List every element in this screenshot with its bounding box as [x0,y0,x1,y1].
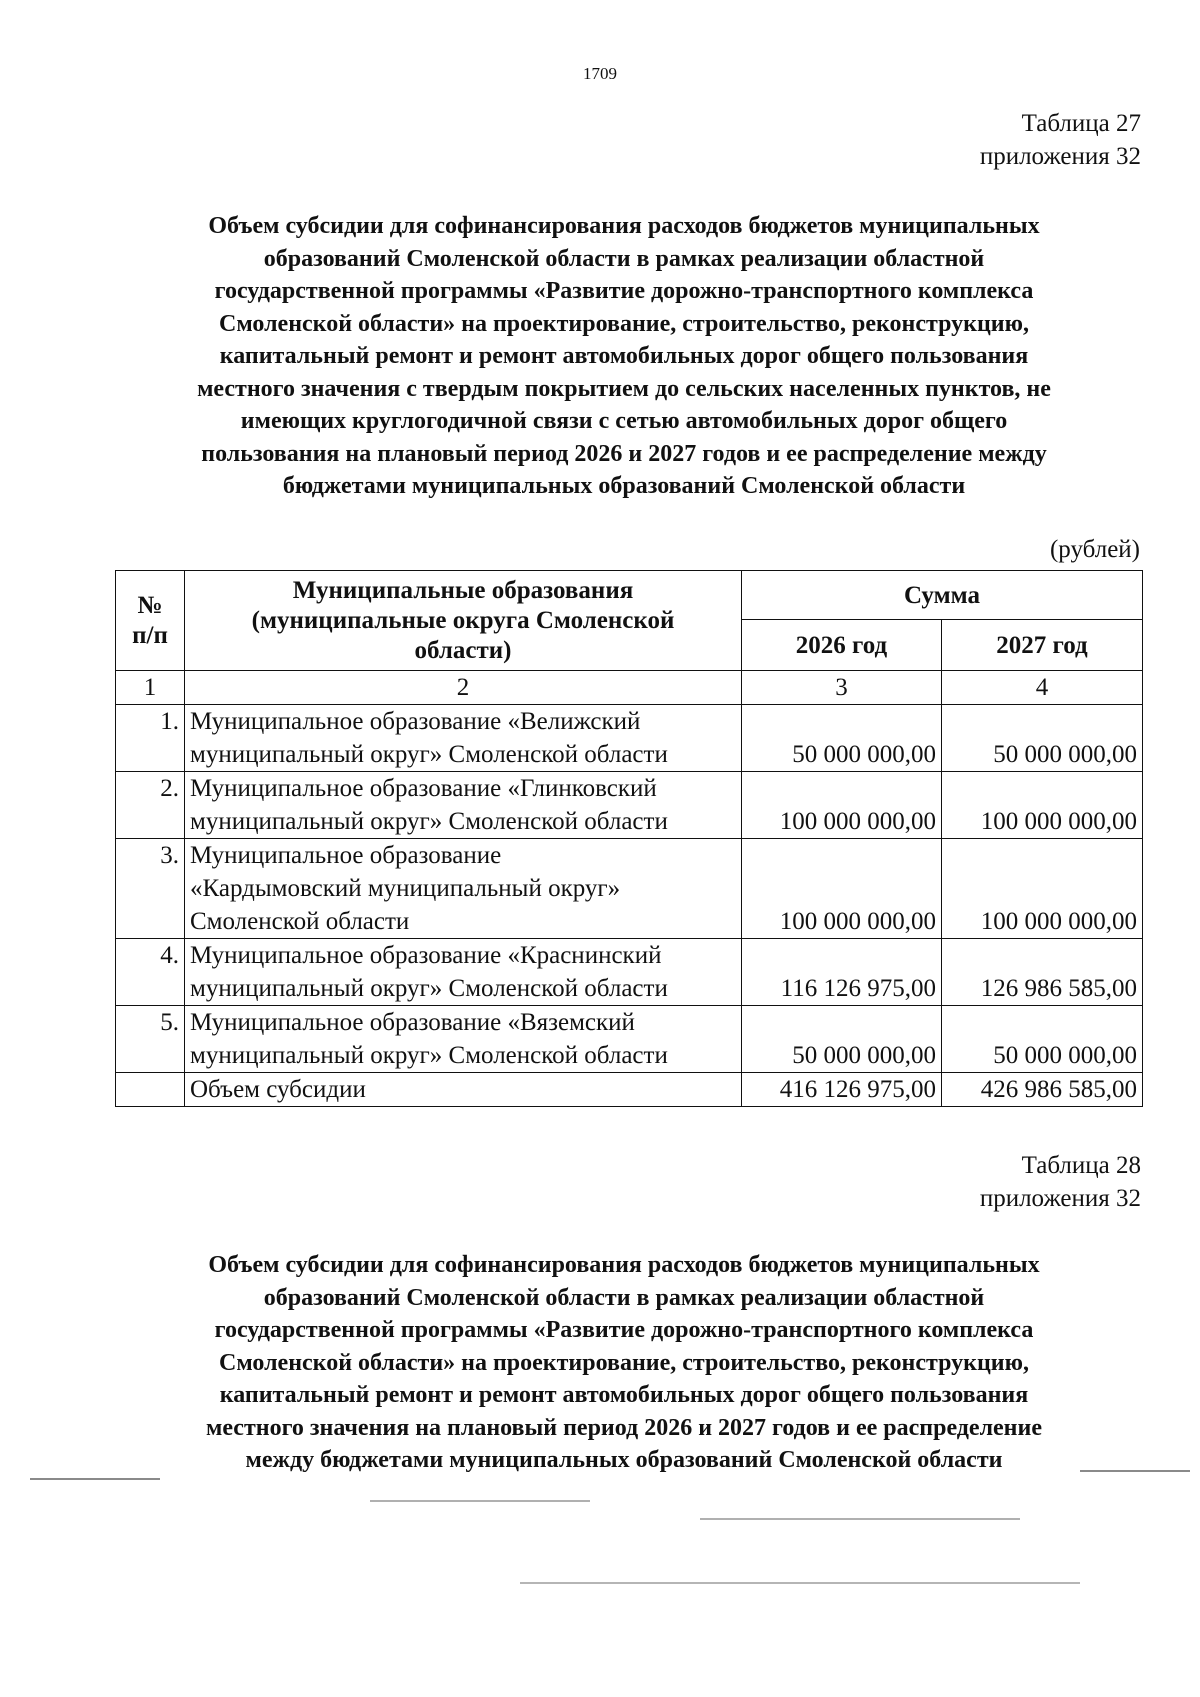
table-row [116,939,1143,1006]
table27-reference [980,107,1141,173]
title28-line: местного значения на плановый период 2026 и 2027 годов и ее распределение [206,1414,1042,1441]
total-num-cell [116,1073,185,1107]
header-name-line3: области) [414,636,512,664]
title28-line: между бюджетами муниципальных образований Смоленской области [245,1447,1003,1473]
currency-unit: (рублей) [1049,536,1140,563]
municipality-name [185,839,742,939]
column-index: 2 [185,671,742,705]
table-row [116,1006,1143,1073]
row-number: 2. [116,772,185,839]
title27-line: имеющих круглогодичной связи с сетью автомобильных дорог общего [240,408,1008,434]
title27-line: образований Смоленской области в рамках реализации областной [263,245,985,272]
title27-line: капитальный ремонт и ремонт автомобильных дорог общего пользования [219,343,1029,369]
title27-line: Смоленской области» на проектирование, строительство, реконструкцию, [219,310,1029,337]
header-2027: 2027 год [942,620,1143,671]
table28-ref-line2: приложения 32 [979,1185,1141,1212]
municipality-name-line: Муниципальное образование «Глинковский [190,775,657,802]
scan-artifact [1080,1470,1190,1472]
municipality-name [185,772,742,839]
header-num [116,571,185,671]
amount-2027: 50 000 000,00 [942,705,1143,772]
column-index: 4 [942,671,1143,705]
subsidy-table-27 [115,570,1143,1107]
row-number: 3. [116,839,185,939]
amount-2026: 50 000 000,00 [742,705,942,772]
title28-line: образований Смоленской области в рамках реализации областной [263,1284,985,1311]
title27-line: государственной программы «Развитие дорожно-транспортного комплекса [214,278,1034,304]
title27-line: бюджетами муниципальных образований Смоленской области [282,473,966,499]
amount-2026: 100 000 000,00 [742,839,942,939]
total-label: Объем субсидии [185,1073,742,1107]
municipality-name-line: Муниципальное образование «Вяземский [190,1009,635,1036]
table-row [116,839,1143,939]
municipality-name-line: «Кардымовский муниципальный округ» [190,875,621,902]
page-number: 1709 [583,64,617,83]
row-number: 5. [116,1006,185,1073]
municipality-name-line: муниципальный округ» Смоленской области [190,1042,668,1069]
municipality-name-line: Муниципальное образование [190,842,502,869]
title28-line: Объем субсидии для софинансирования расходов бюджетов муниципальных [208,1252,1040,1278]
total-2026: 416 126 975,00 [742,1073,942,1107]
amount-2027: 126 986 585,00 [942,939,1143,1006]
amount-2026: 50 000 000,00 [742,1006,942,1073]
amount-2027: 100 000 000,00 [942,772,1143,839]
scan-artifact [370,1500,590,1502]
header-sum: Сумма [742,571,1143,620]
table28-reference [980,1149,1141,1215]
table27-ref-line2: приложения 32 [979,143,1141,170]
header-num-line1: № [137,591,163,619]
amount-2026: 116 126 975,00 [742,939,942,1006]
row-number: 1. [116,705,185,772]
amount-2027: 50 000 000,00 [942,1006,1143,1073]
municipality-name-line: Смоленской области [190,908,410,935]
header-name [185,571,742,671]
municipality-name-line: Муниципальное образование «Велижский [190,708,641,735]
column-index: 3 [742,671,942,705]
municipality-name-line: Муниципальное образование «Краснинский [190,942,662,969]
header-num-line2: п/п [132,621,168,649]
scan-artifact [30,1478,160,1480]
total-2027: 426 986 585,00 [942,1073,1143,1107]
table28-ref-line1: Таблица 28 [1021,1152,1141,1179]
municipality-name [185,1006,742,1073]
amount-2027: 100 000 000,00 [942,839,1143,939]
title28-line: государственной программы «Развитие дорожно-транспортного комплекса [214,1317,1034,1343]
title27-line: пользования на плановый период 2026 и 2027 годов и ее распределение между [201,440,1047,467]
scan-artifact [700,1518,1020,1520]
title28-line: капитальный ремонт и ремонт автомобильных дорог общего пользования [219,1382,1029,1408]
header-2026: 2026 год [742,620,942,671]
amount-2026: 100 000 000,00 [742,772,942,839]
title28-line: Смоленской области» на проектирование, строительство, реконструкцию, [219,1349,1029,1376]
table28-title [104,1249,1144,1477]
column-index: 1 [116,671,185,705]
title27-line: Объем субсидии для софинансирования расходов бюджетов муниципальных [208,213,1040,239]
municipality-name-line: муниципальный округ» Смоленской области [190,741,668,768]
column-index-row [116,671,1143,705]
scan-artifact [520,1582,1080,1584]
table-row [116,705,1143,772]
total-row [116,1073,1143,1107]
municipality-name [185,939,742,1006]
municipality-name-line: муниципальный округ» Смоленской области [190,808,668,835]
municipality-name-line: муниципальный округ» Смоленской области [190,975,668,1002]
municipality-name [185,705,742,772]
table-row [116,772,1143,839]
table27-title [104,210,1144,503]
table27-ref-line1: Таблица 27 [1021,110,1141,137]
row-number: 4. [116,939,185,1006]
header-name-line2: (муниципальные округа Смоленской [251,606,675,634]
header-name-line1: Муниципальные образования [292,576,634,604]
title27-line: местного значения с твердым покрытием до сельских населенных пунктов, не [197,375,1051,402]
